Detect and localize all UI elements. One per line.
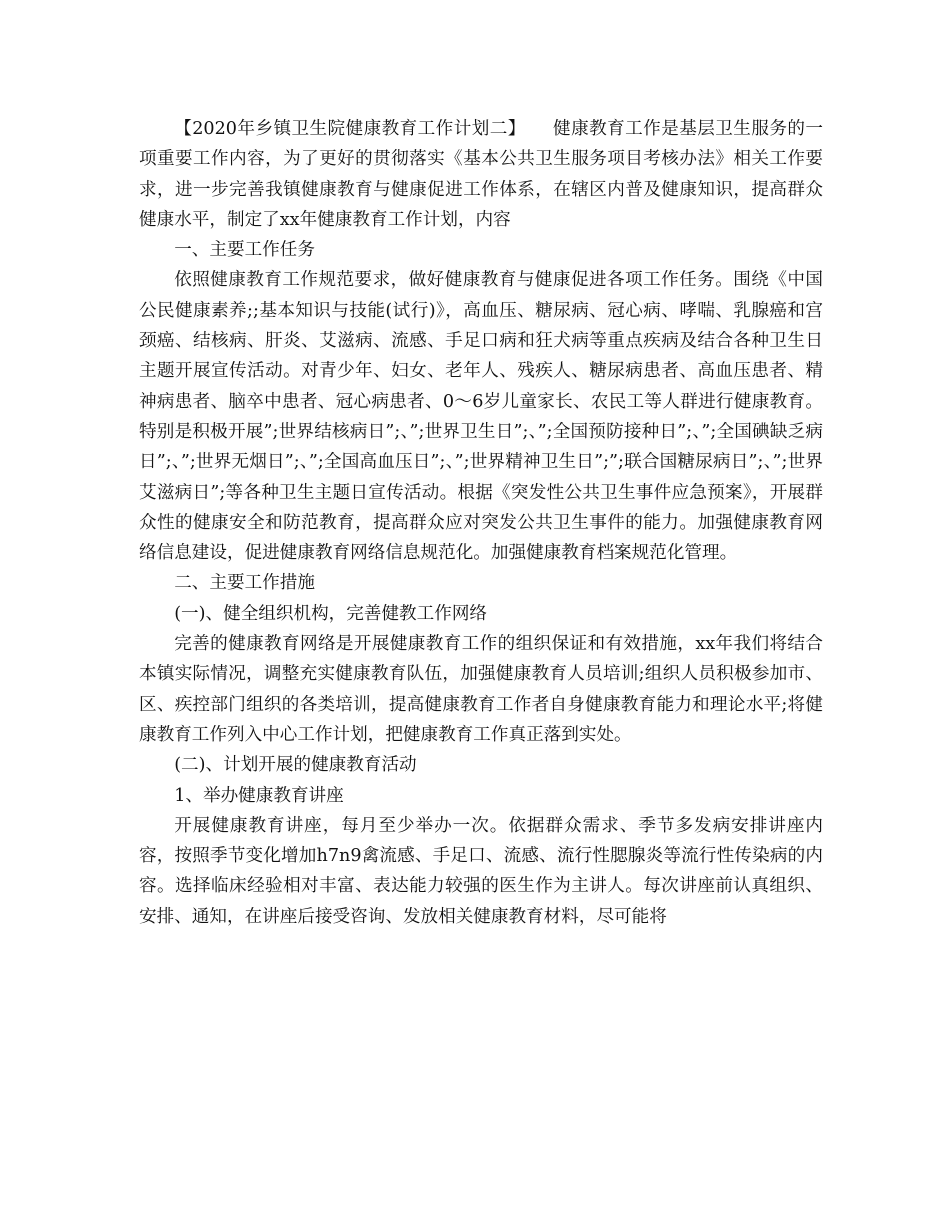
lectures-paragraph: 开展健康教育讲座，每月至少举办一次。依据群众需求、季节多发病安排讲座内容，按照季节变化增加h7n9禽流感、手足口、流感、流行性腮腺炎等流行性传染病的内容。选择临床经验相对丰富、表达能力较强的医生作为主讲人。每次讲座前认真组织、安排、通知，在讲座后接受咨询、发放相关健康教育材料，尽可能将 bbox=[139, 815, 823, 927]
main-tasks-paragraph: 依照健康教育工作规范要求，做好健康教育与健康促进各项工作任务。围绕《中国公民健康素养;;基本知识与技能(试行)》，高血压、糖尿病、冠心病、哮喘、乳腺癌和宫颈癌、结核病、肝炎、艾滋病、流感、手足口病和狂犬病等重点疾病及结合各种卫生日主题开展宣传活动。对青少年、妇女、老年人、残疾人、糖尿病患者、高血压患者、精神病患者、脑卒中患者、冠心病患者、0～6岁儿童家长、农民工等人群进行健康教育。特别是积极开展”;世界结核病日”;、”;世界卫生日”;、”;全国预防接种日”;、”;全国碘缺乏病日”;、”;世界无烟日”;、”;全国高血压日”;、”;世界精神卫生日”;”;联合国糖尿病日”;、”;世界艾滋病日”;等各种卫生主题日宣传活动。根据《突发性公共卫生事件应急预案》，开展群众性的健康安全和防范教育，提高群众应对突发公共卫生事件的能力。加强健康教育网络信息建设，促进健康教育网络信息规范化。加强健康教育档案规范化管理。 bbox=[139, 270, 823, 564]
section-heading-main-tasks: 一、主要工作任务 bbox=[174, 240, 315, 261]
subheading-organization: (一)、健全组织机构，完善健教工作网络 bbox=[174, 603, 488, 624]
subheading-activities: (二)、计划开展的健康教育活动 bbox=[174, 755, 417, 776]
organization-paragraph: 完善的健康教育网络是开展健康教育工作的组织保证和有效措施，xx年我们将结合本镇实际情况，调整充实健康教育队伍，加强健康教育人员培训;组织人员积极参加市、区、疾控部门组织的各类培训，提高健康教育工作者自身健康教育能力和理论水平;将健康教育工作列入中心工作计划，把健康教育工作真正落到实处。 bbox=[139, 634, 823, 745]
document-page bbox=[139, 114, 823, 932]
section-heading-main-measures: 二、主要工作措施 bbox=[174, 573, 315, 594]
intro-paragraph: 【2020年乡镇卫生院健康教育工作计划二】 健康教育工作是基层卫生服务的一项重要工作内容，为了更好的贯彻落实《基本公共卫生服务项目考核办法》相关工作要求，进一步完善我镇健康教育与健康促进工作体系，在辖区内普及健康知识，提高群众健康水平，制定了xx年健康教育工作计划，内容 bbox=[139, 119, 823, 230]
subheading-lectures: 1、举办健康教育讲座 bbox=[174, 785, 344, 806]
